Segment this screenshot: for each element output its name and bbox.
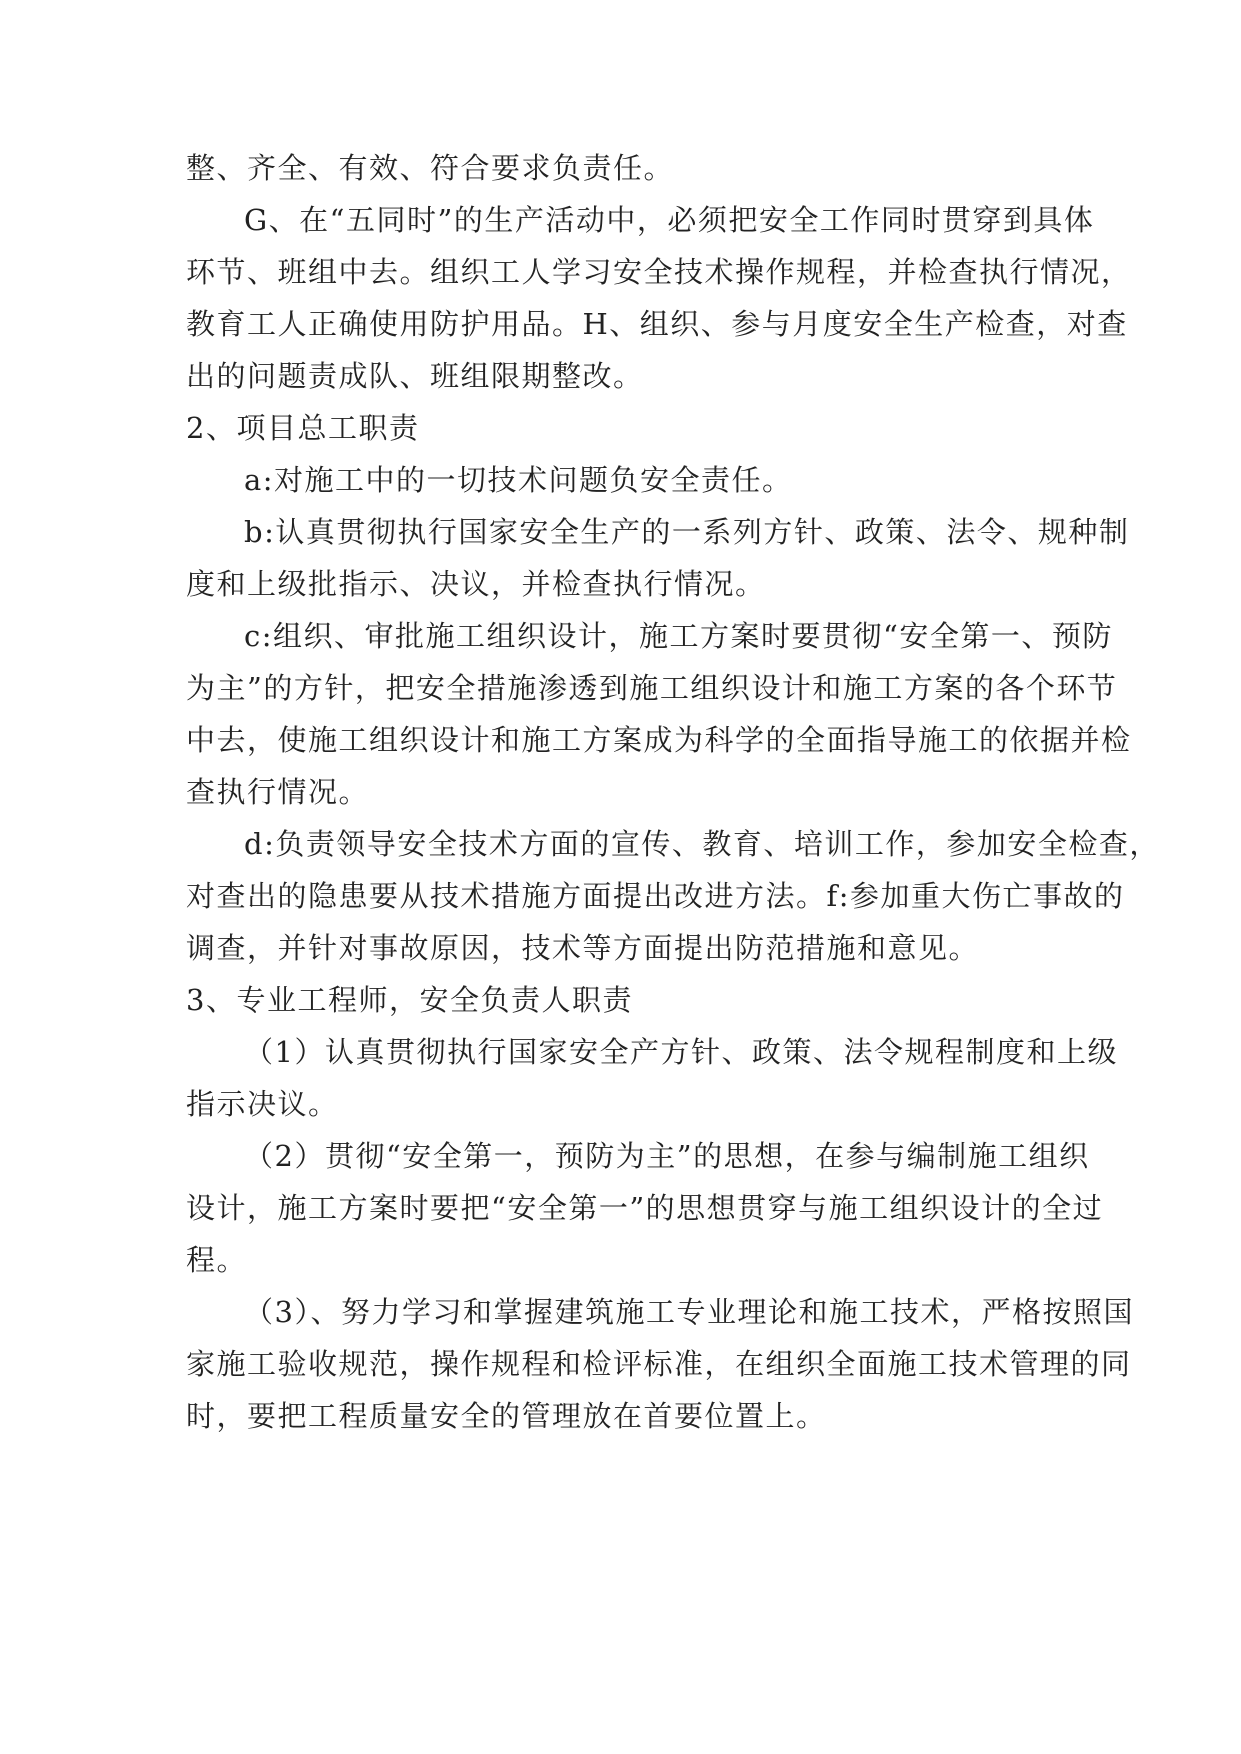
paragraph-g-line-3: 教育工人正确使用防护用品。H、组织、参与月度安全生产检查，对查 (186, 307, 1128, 341)
item-b-line-1: b:认真贯彻执行国家安全生产的一系列方针、政策、法令、规种制 (244, 515, 1130, 549)
item-c-line-2: 为主”的方针，把安全措施渗透到施工组织设计和施工方案的各个环节 (186, 671, 1118, 705)
item-3-line-1: （3）、努力学习和掌握建筑施工专业理论和施工技术，严格按照国 (244, 1295, 1134, 1329)
item-d-line-2: 对查出的隐患要从技术措施方面提出改进方法。f:参加重大伤亡事故的 (186, 879, 1125, 913)
item-3-line-3: 时，要把工程质量安全的管理放在首要位置上。 (186, 1399, 827, 1433)
item-c-line-3: 中去，使施工组织设计和施工方案成为科学的全面指导施工的依据并检 (186, 723, 1132, 757)
section-heading-2: 2、项目总工职责 (186, 411, 420, 445)
item-1-line-1: （1）认真贯彻执行国家安全产方针、政策、法令规程制度和上级 (244, 1035, 1118, 1069)
item-3-line-2: 家施工验收规范，操作规程和检评标准，在组织全面施工技术管理的同 (186, 1347, 1132, 1381)
paragraph-g-line-1: G、在“五同时”的生产活动中，必须把安全工作同时贯穿到具体 (244, 203, 1095, 237)
item-2-line-3: 程。 (186, 1243, 248, 1277)
item-b-line-2: 度和上级批指示、决议，并检查执行情况。 (186, 567, 766, 601)
item-1-line-2: 指示决议。 (186, 1087, 339, 1121)
paragraph-g-line-4: 出的问题责成队、班组限期整改。 (186, 359, 644, 393)
item-d-line-1: d:负责领导安全技术方面的宣传、教育、培训工作，参加安全检查， (244, 827, 1160, 861)
item-d-line-3: 调查，并针对事故原因，技术等方面提出防范措施和意见。 (186, 931, 980, 965)
item-c-line-4: 查执行情况。 (186, 775, 370, 809)
paragraph-g-line-2: 环节、班组中去。组织工人学习安全技术操作规程，并检查执行情况， (186, 255, 1132, 289)
item-a-line-1: a:对施工中的一切技术问题负安全责任。 (244, 463, 793, 497)
section-heading-3: 3、专业工程师，安全负责人职责 (186, 983, 633, 1017)
item-2-line-1: （2）贯彻“安全第一，预防为主”的思想，在参与编制施工组织 (244, 1139, 1090, 1173)
text-line-1: 整、齐全、有效、符合要求负责任。 (186, 151, 675, 185)
item-c-line-1: c:组织、审批施工组织设计，施工方案时要贯彻“安全第一、预防 (244, 619, 1113, 653)
item-2-line-2: 设计，施工方案时要把“安全第一”的思想贯穿与施工组织设计的全过 (186, 1191, 1104, 1225)
